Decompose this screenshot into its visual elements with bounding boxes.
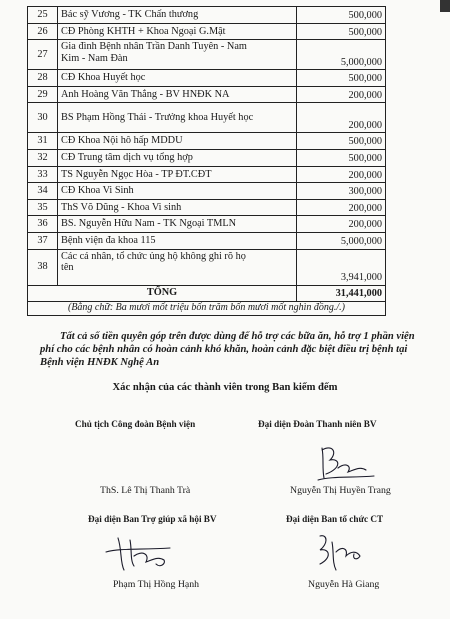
donor-name: Bác sỹ Vương - TK Chấn thương	[58, 7, 297, 24]
scan-corner-mark	[440, 0, 450, 12]
table-row	[28, 40, 386, 70]
table-row	[28, 103, 386, 133]
donation-amount: 200,000	[297, 216, 386, 233]
donation-amount: 500,000	[297, 133, 386, 150]
signatory-name: ThS. Lê Thị Thanh Trà	[100, 485, 191, 496]
confirmation-heading: Xác nhận của các thành viên trong Ban kiểm đếm	[112, 382, 338, 393]
donor-name: BS Phạm Hồng Thái - Trưởng khoa Huyết học	[58, 103, 297, 133]
table-row	[28, 149, 386, 166]
total-label: TỔNG	[28, 285, 297, 301]
donation-amount: 500,000	[297, 7, 386, 24]
donor-name	[58, 249, 297, 285]
table-row	[28, 216, 386, 233]
row-number: 26	[28, 23, 58, 40]
donor-name: CĐ Khoa Huyết học	[58, 70, 297, 87]
donation-amount: 3,941,000	[297, 249, 386, 285]
donor-name	[58, 40, 297, 70]
table-row	[28, 249, 386, 285]
amount-in-words: (Bằng chữ: Ba mươi mốt triệu bốn trăm bốn mươi mốt nghìn đồng./.)	[28, 301, 386, 315]
usage-note-line: Bệnh viện HNĐK Nghệ An	[40, 357, 160, 368]
total-row	[28, 285, 386, 301]
row-number: 29	[28, 86, 58, 103]
table-row	[28, 183, 386, 200]
donor-name-line: Kim - Nam Đàn	[61, 52, 128, 64]
table-row	[28, 199, 386, 216]
table-row	[28, 133, 386, 150]
usage-note	[40, 330, 440, 369]
row-number: 36	[28, 216, 58, 233]
donor-name: CĐ Khoa Vi Sinh	[58, 183, 297, 200]
usage-note-line: phí cho các bệnh nhân có hoàn cảnh khó khăn, hoàn cảnh đặc biệt điều trị bệnh tại	[40, 344, 408, 355]
row-number: 35	[28, 199, 58, 216]
donor-name-line: Gia đình Bệnh nhân Trần Danh Tuyên - Nam	[61, 41, 247, 53]
row-number: 30	[28, 103, 58, 133]
row-number: 37	[28, 232, 58, 249]
signatory-title: Đại diện Đoàn Thanh niên BV	[258, 419, 377, 429]
amount-in-words-row	[28, 301, 386, 315]
donor-name: TS Nguyễn Ngọc Hòa - TP ĐT.CĐT	[58, 166, 297, 183]
row-number: 31	[28, 133, 58, 150]
table-row	[28, 70, 386, 87]
donation-amount: 200,000	[297, 103, 386, 133]
donor-name: BS. Nguyễn Hữu Nam - TK Ngoại TMLN	[58, 216, 297, 233]
signatory-title: Đại diện Ban Trợ giúp xã hội BV	[88, 514, 217, 524]
donor-name-line: Các cá nhân, tổ chức ủng hộ không ghi rõ họ	[61, 250, 246, 262]
row-number: 25	[28, 7, 58, 24]
donor-name: CĐ Phòng KHTH + Khoa Ngoại G.Mật	[58, 23, 297, 40]
row-number: 34	[28, 183, 58, 200]
signature-icon	[100, 530, 180, 575]
signatory-name: Phạm Thị Hồng Hạnh	[113, 579, 200, 590]
donor-name: Anh Hoàng Văn Thắng - BV HNĐK NA	[58, 86, 297, 103]
donation-amount: 5,000,000	[297, 232, 386, 249]
table-row	[28, 7, 386, 24]
donor-name-line: tên	[61, 262, 74, 274]
total-amount: 31,441,000	[297, 285, 386, 301]
row-number: 28	[28, 70, 58, 87]
table-row	[28, 23, 386, 40]
row-number: 27	[28, 40, 58, 70]
signatory-title: Chủ tịch Công đoàn Bệnh viện	[75, 419, 196, 429]
donation-amount: 200,000	[297, 199, 386, 216]
donation-amount: 300,000	[297, 183, 386, 200]
donation-amount: 500,000	[297, 23, 386, 40]
signatory-name: Nguyễn Hà Giang	[308, 579, 380, 590]
donation-amount: 200,000	[297, 86, 386, 103]
donor-name: CĐ Khoa Nội hô hấp MDDU	[58, 133, 297, 150]
table-row	[28, 86, 386, 103]
donor-name: ThS Võ Dũng - Khoa Vi sinh	[58, 199, 297, 216]
donor-name: Bệnh viện đa khoa 115	[58, 232, 297, 249]
table-row	[28, 166, 386, 183]
donation-amount: 5,000,000	[297, 40, 386, 70]
donation-table	[27, 6, 386, 316]
signatory-name: Nguyễn Thị Huyền Trang	[290, 485, 391, 496]
signature-icon	[312, 530, 372, 575]
row-number: 32	[28, 149, 58, 166]
usage-note-line: Tất cả số tiền quyên góp trên được dùng để hỗ trợ các bữa ăn, hỗ trợ 1 phần viện	[60, 331, 415, 342]
donation-amount: 200,000	[297, 166, 386, 183]
table-row	[28, 232, 386, 249]
donor-name: CĐ Trung tâm dịch vụ tổng hợp	[58, 149, 297, 166]
signature-icon	[312, 440, 382, 485]
row-number: 38	[28, 249, 58, 285]
donation-amount: 500,000	[297, 70, 386, 87]
row-number: 33	[28, 166, 58, 183]
signatory-title: Đại diện Ban tổ chức CT	[286, 514, 384, 524]
donation-amount: 500,000	[297, 149, 386, 166]
